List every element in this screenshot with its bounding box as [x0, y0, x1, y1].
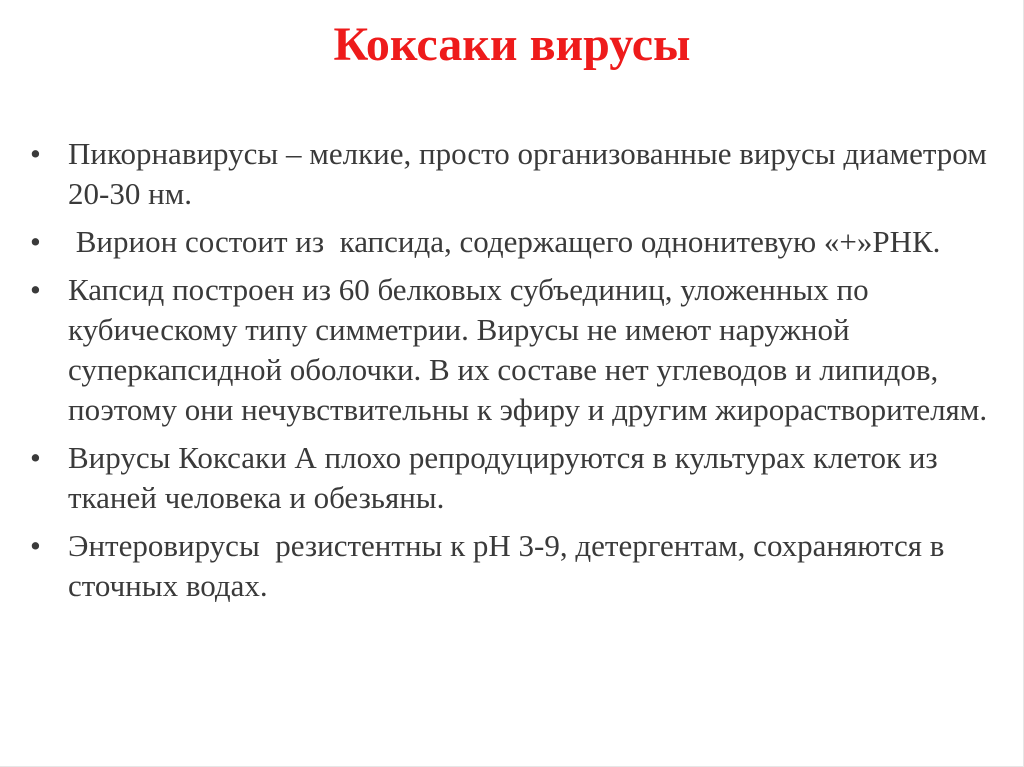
bullet-text: Вирусы Коксаки А плохо репродуцируются в культурах клеток из тканей человека и обезьяны. [68, 440, 946, 515]
bullet-item [30, 134, 995, 214]
bullet-marker: • [30, 272, 41, 307]
bullet-marker: • [30, 136, 41, 171]
slide-title: Коксаки вирусы [333, 18, 691, 71]
bullet-text: Капсид построен из 60 белковых субъединиц, уложенных по кубическому типу симметрии. Вирусы не имеют наружной суперкапсидной оболочки. В их составе нет углеводов и липидов, поэтому они нечувствительны к эфиру и другим жирорастворителям. [68, 272, 988, 427]
bullet-text: Энтеровирусы резистентны к рН 3-9, детергентам, сохраняются в сточных водах. [68, 528, 953, 603]
bullet-list [30, 134, 995, 614]
bullet-text: Пикорнавирусы – мелкие, просто организованные вирусы диаметром 20-30 нм. [68, 136, 995, 211]
bullet-marker: • [30, 224, 41, 259]
bullet-item [30, 222, 990, 262]
bullet-marker: • [30, 528, 41, 563]
bullet-item [30, 270, 990, 430]
bullet-text: Вирион состоит из капсида, содержащего однонитевую «+»РНК. [68, 224, 941, 259]
bullet-marker: • [30, 440, 41, 475]
bullet-item [30, 526, 990, 606]
bullet-item [30, 438, 990, 518]
